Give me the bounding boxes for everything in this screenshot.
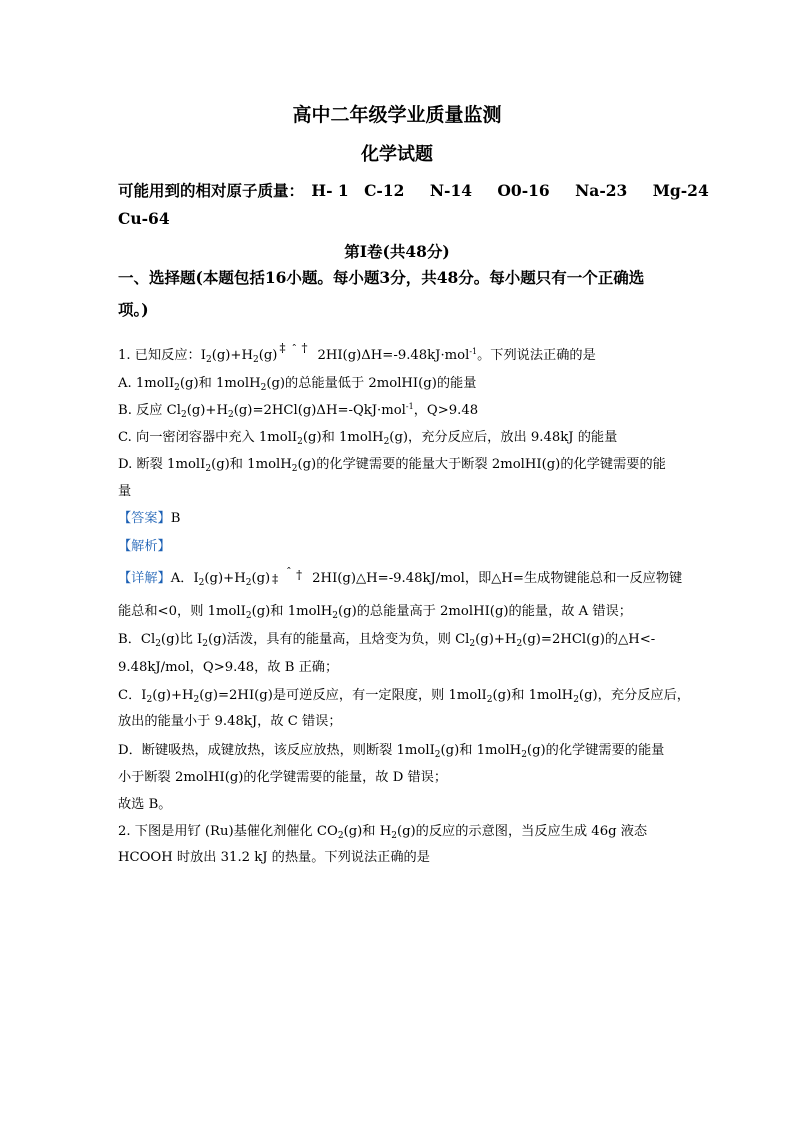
answer-line bbox=[118, 511, 180, 527]
atomic-mass-line bbox=[118, 183, 709, 199]
detail-line-3: B．$Cl_2(g)$比 $I_2(g)$活泼，具有的能量高，且焓变为负，则 $Cl_2(g)+H_2(g)=2HCl(g)$的△H<- bbox=[118, 632, 656, 649]
atomic-mass-n: N-14 bbox=[429, 181, 473, 200]
section-instruction-1: 一、选择题(本题包括16小题。每小题3分，共48分。每小题只有一个正确选 bbox=[118, 268, 645, 287]
question-1-number: 1. bbox=[118, 348, 131, 363]
atomic-mass-mg: Mg-24 bbox=[652, 181, 709, 200]
detail-line-2: 能总和<0，则 1molI$_2$(g)和 1molH$_2$(g)的总能量高于 2molHI(g)的能量，故 A 错误； bbox=[118, 604, 632, 621]
question-1-stem: 1. 已知反应：$I_2(g)+H_2(g)$ ‡ ˆ † 2HI(g)ΔH=-9.48kJ·mol$^{-1}$。下列说法正确的是 bbox=[118, 341, 596, 365]
detail-line-9: 故选 B。 bbox=[118, 797, 172, 812]
question-1-option-c: C. 向一密闭容器中充入 1molI$_2$(g)和 1molH$_2$(g)，充分反应后，放出 9.48kJ 的能量 bbox=[118, 430, 618, 447]
answer-label: 【答案】 bbox=[118, 511, 171, 526]
document-subtitle: 化学试题 bbox=[361, 144, 433, 165]
question-2-line-2: HCOOH 时放出 31.2 kJ 的热量。下列说法正确的是 bbox=[118, 850, 430, 865]
section-instruction-2: 项。) bbox=[118, 300, 149, 319]
document-title: 高中二年级学业质量监测 bbox=[292, 104, 502, 126]
question-2-line-1: 2. 下图是用钌 (Ru)基催化剂催化 $CO_2(g)$和 $H_2(g)$的反应的示意图，当反应生成 46g 液态 bbox=[118, 824, 648, 841]
detail-line-5: C．$I_2(g)+H_2(g)=2HI(g)$是可逆反应，有一定限度，则 1molI$_2$(g)和 1molH$_2$(g)，充分反应后， bbox=[118, 688, 690, 705]
atomic-mass-o: O0-16 bbox=[497, 181, 550, 200]
detail-label: 【详解】 bbox=[118, 571, 171, 586]
atomic-mass-cu: Cu-64 bbox=[118, 209, 170, 228]
detail-line-1: 【详解】A．$I_2(g)+H_2(g)$ ‡ ˆ † 2HI(g)△H=-9.48kJ/mol，即△H=生成物键能总和一反应物键 bbox=[118, 566, 683, 588]
detail-line-7: D．断键吸热，成键放热，该反应放热，则断裂 1molI$_2$(g)和 1molH$_2$(g)的化学键需要的能量 bbox=[118, 743, 665, 760]
reversible-arrow-icon: ‡ ˆ † bbox=[272, 566, 303, 586]
atomic-mass-na: Na-23 bbox=[575, 181, 628, 200]
analysis-label: 【解析】 bbox=[118, 539, 171, 554]
atomic-mass-c: C-12 bbox=[364, 181, 405, 200]
question-1-option-d: D. 断裂 1molI$_2$(g)和 1molH$_2$(g)的化学键需要的能量大于断裂 2molHI(g)的化学键需要的能 bbox=[118, 457, 666, 474]
question-1-option-d-cont: 量 bbox=[118, 484, 132, 499]
reversible-arrow-icon: ‡ ˆ † bbox=[279, 341, 308, 356]
detail-line-4: 9.48kJ/mol，Q>9.48，故 B 正确； bbox=[118, 660, 339, 675]
question-1-option-a: A. 1molI$_2$(g)和 1molH$_2$(g)的总能量低于 2molHI(g)的能量 bbox=[118, 376, 477, 393]
answer-value: B bbox=[170, 511, 181, 526]
atomic-mass-label: 可能用到的相对原子质量： bbox=[118, 181, 305, 200]
detail-line-6: 放出的能量小于 9.48kJ，故 C 错误； bbox=[118, 714, 342, 729]
question-1-option-b: B. 反应 $Cl_2(g)+H_2(g)=2HCl(g)\Delta H=-QkJ\cdot mol^{-1}$，Q>9.48 bbox=[118, 402, 479, 420]
section-title: 第I卷(共48分) bbox=[344, 242, 450, 261]
atomic-mass-h: H- 1 bbox=[311, 181, 349, 200]
detail-line-8: 小于断裂 2molHI(g)的化学键需要的能量，故 D 错误； bbox=[118, 770, 448, 785]
